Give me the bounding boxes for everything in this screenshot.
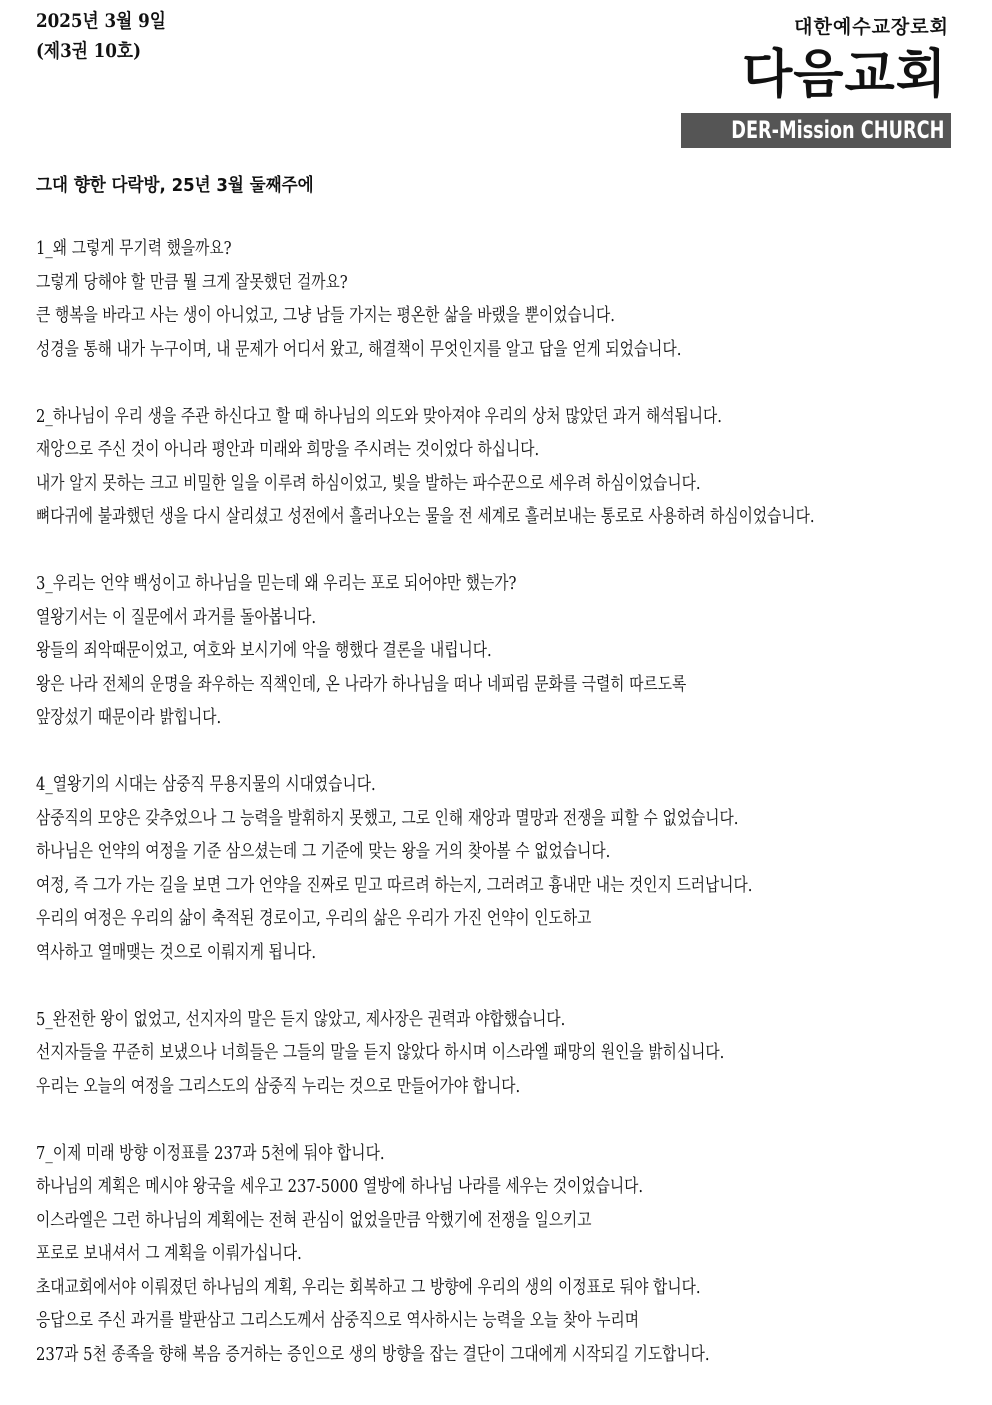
paragraph-line: 역사하고 열매맺는 것으로 이뤄지게 됩니다. — [36, 941, 317, 963]
section-title-line: 3_우리는 언약 백성이고 하나님을 믿는데 왜 우리는 포로 되어야만 했는가? — [36, 573, 517, 594]
paragraph-line: 왕은 나라 전체의 운명을 좌우하는 직책인데, 온 나라가 하나님을 떠나 네피림 문화를 극렬히 따르도록 — [36, 673, 687, 695]
paragraph-line: 이스라엘은 그런 하나님의 계획에는 전혀 관심이 없었을만큼 악했기에 전쟁을 일으키고 — [36, 1209, 592, 1231]
paragraph-line: 응답으로 주신 과거를 발판삼고 그리스도께서 삼중직으로 역사하시는 능력을 오늘 찾아 누리며 — [36, 1310, 639, 1331]
paragraph-line: 내가 알지 못하는 크고 비밀한 일을 이루려 하심이었고, 빛을 발하는 파수꾼으로 세우려 하심이었습니다. — [36, 472, 701, 494]
paragraph-line: 뼈다귀에 불과했던 생을 다시 살리셨고 성전에서 흘러나오는 물을 전 세계로 흘러보내는 통로로 사용하려 하심이었습니다. — [36, 506, 815, 527]
letter-section — [36, 1003, 992, 1104]
letter-section — [36, 400, 992, 534]
section-title-line: 7_이제 미래 방향 이정표를 237과 5천에 둬야 합니다. — [36, 1142, 385, 1164]
letter-section — [36, 1137, 992, 1372]
paragraph-line: 재앙으로 주신 것이 아니라 평안과 미래와 희망을 주시려는 것이었다 하십니다. — [36, 439, 540, 460]
church-name: 다음교회 — [742, 45, 947, 105]
church-name-english: DER-Mission CHURCH — [731, 116, 945, 144]
paragraph-line: 선지자들을 꾸준히 보냈으나 너희들은 그들의 말을 듣지 않았다 하시며 이스라엘 패망의 원인을 밝히십니다. — [36, 1042, 725, 1063]
paragraph-line: 237과 5천 종족을 향해 복음 증거하는 증인으로 생의 방향을 잡는 결단이 그대에게 시작되길 기도합니다. — [36, 1343, 710, 1365]
paragraph-line: 하나님은 언약의 여정을 기준 삼으셨는데 그 기준에 맞는 왕을 거의 찾아볼 수 없었습니다. — [36, 841, 611, 862]
masthead — [681, 10, 951, 148]
paragraph-line: 포로로 보내셔서 그 계획을 이뤄가십니다. — [36, 1243, 302, 1264]
paragraph-line: 초대교회에서야 이뤄졌던 하나님의 계획, 우리는 회복하고 그 방향에 우리의 생의 이정표로 둬야 합니다. — [36, 1276, 701, 1298]
paragraph-line: 여정, 즉 그가 가는 길을 보면 그가 언약을 진짜로 믿고 따르려 하는지, 그러려고 흉내만 내는 것인지 드러납니다. — [36, 874, 753, 896]
paragraph-line: 큰 행복을 바라고 사는 생이 아니었고, 그냥 남들 가지는 평온한 삶을 바랬을 뿐이었습니다. — [36, 305, 615, 326]
paragraph-line: 우리는 오늘의 여정을 그리스도의 삼중직 누리는 것으로 만들어가야 합니다. — [36, 1075, 521, 1097]
paragraph-line: 열왕기서는 이 질문에서 과거를 돌아봅니다. — [36, 606, 317, 628]
church-name-english-banner — [681, 113, 951, 148]
section-title-line: 4_열왕기의 시대는 삼중직 무용지물의 시대였습니다. — [36, 774, 376, 795]
paragraph-line: 성경을 통해 내가 누구이며, 내 문제가 어디서 왔고, 해결책이 무엇인지를 알고 답을 얻게 되었습니다. — [36, 338, 682, 360]
paragraph-line: 삼중직의 모양은 갖추었으나 그 능력을 발휘하지 못했고, 그로 인해 재앙과 멸망과 전쟁을 피할 수 없었습니다. — [36, 807, 739, 829]
issue-volume: (제3권 10호) — [36, 40, 142, 62]
paragraph-line: 앞장섰기 때문이라 밝힙니다. — [36, 707, 222, 728]
issue-date: 2025년 3월 9일 — [36, 10, 166, 32]
paragraph-line: 그렇게 당해야 할 만큼 뭘 크게 잘못했던 걸까요? — [36, 271, 348, 293]
paragraph-line: 왕들의 죄악때문이었고, 여호와 보시기에 악을 행했다 결론을 내립니다. — [36, 640, 492, 661]
paragraph-line: 우리의 여정은 우리의 삶이 축적된 경로이고, 우리의 삶은 우리가 가진 언약이 인도하고 — [36, 908, 592, 929]
letter-section — [36, 768, 992, 969]
paragraph-line: 하나님의 계획은 메시야 왕국을 세우고 237-5000 열방에 하나님 나라를 세우는 것이었습니다. — [36, 1176, 644, 1197]
section-title-line: 5_완전한 왕이 없었고, 선지자의 말은 듣지 않았고, 제사장은 권력과 야합했습니다. — [36, 1008, 566, 1030]
page-heading: 그대 향한 다락방, 25년 3월 둘째주에 — [36, 175, 314, 196]
letter-section — [36, 232, 992, 366]
issue-meta — [36, 6, 166, 66]
section-title-line: 1_왜 그렇게 무기력 했을까요? — [36, 238, 232, 259]
letter-body — [36, 232, 992, 1405]
letter-section — [36, 567, 992, 735]
section-title-line: 2_하나님이 우리 생을 주관 하신다고 할 때 하나님의 의도와 맞아져야 우리의 상처 많았던 과거 해석됩니다. — [36, 405, 722, 427]
denomination: 대한예수교장로회 — [794, 16, 949, 38]
